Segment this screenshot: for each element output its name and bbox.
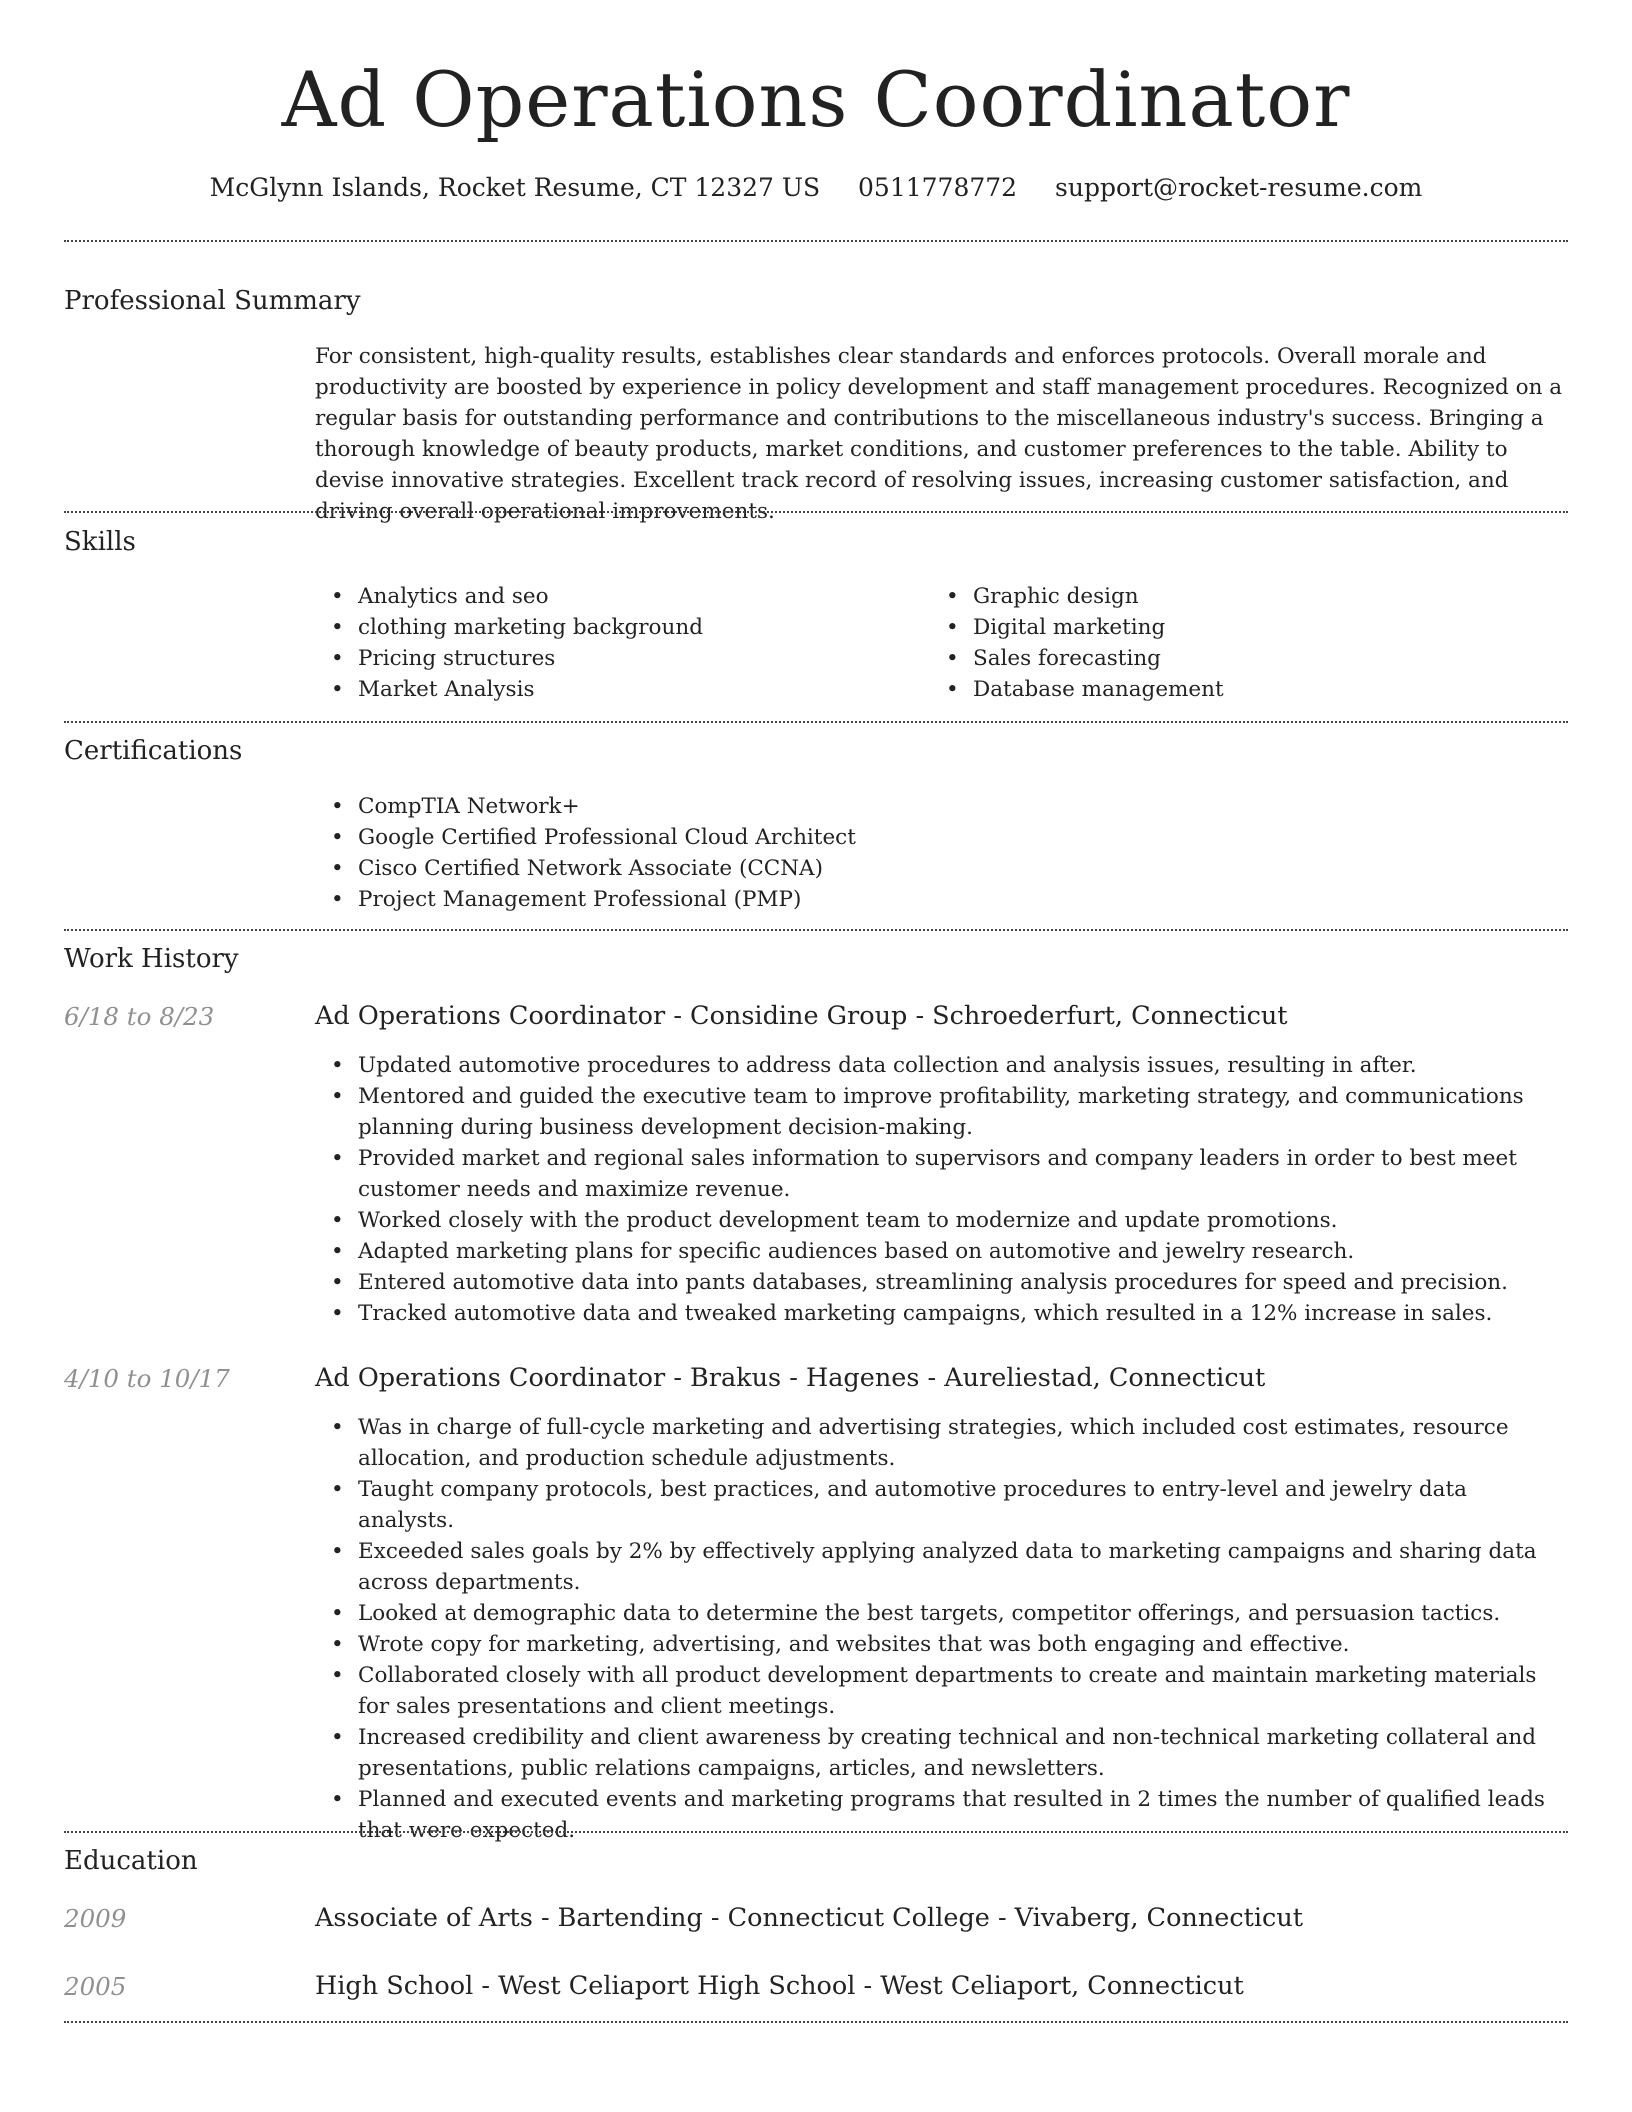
job-bullet: • Entered automotive data into pants databases, streamlining analysis procedures for speed and precision. [315, 1267, 1568, 1298]
summary-text: For consistent, high-quality results, establishes clear standards and enforces protocols. Overall morale and productivity are boosted by experience in policy development and staff management procedures. Recognized on a regular basis for outstanding performance and contributions to the miscellaneous industry's success. Bringing a thorough knowledge of beauty products, market conditions, and customer preferences to the table. Ability to devise innovative strategies. Excellent track record of resolving issues, increasing customer satisfaction, and driving overall operational improvements. [315, 344, 1563, 524]
education-year: 2005 [64, 1972, 127, 2001]
skill-item: • Market Analysis [315, 674, 930, 705]
certification-item: • Google Certified Professional Cloud Architect [315, 822, 1568, 853]
skill-item: • Database management [930, 674, 1545, 705]
job-dates: 6/18 to 8/23 [64, 1002, 215, 1031]
section-divider [64, 511, 1568, 513]
section-title-certifications: Certifications [64, 736, 243, 766]
education-year: 2009 [64, 1904, 127, 1933]
job-dates: 4/10 to 10/17 [64, 1364, 230, 1393]
contact-phone: 0511778772 [858, 173, 1018, 202]
job-bullet: • Looked at demographic data to determine the best targets, competitor offerings, and persuasion tactics. [315, 1598, 1568, 1629]
skill-item: • Digital marketing [930, 612, 1545, 643]
job-bullet: • Updated automotive procedures to address data collection and analysis issues, resulting in after. [315, 1050, 1568, 1081]
job-bullets [315, 1412, 1568, 1846]
job-bullet: • Tracked automotive data and tweaked marketing campaigns, which resulted in a 12% increase in sales. [315, 1298, 1568, 1329]
job-bullet: • Worked closely with the product development team to modernize and update promotions. [315, 1205, 1568, 1236]
certifications-list [315, 791, 1568, 915]
resume-page [64, 0, 1568, 2112]
job-bullet: • Taught company protocols, best practices, and automotive procedures to entry-level and jewelry data analysts. [315, 1474, 1568, 1536]
job-bullet: • Provided market and regional sales information to supervisors and company leaders in order to best meet customer needs and maximize revenue. [315, 1143, 1568, 1205]
education-heading: Associate of Arts - Bartending - Connecticut College - Vivaberg, Connecticut [315, 1903, 1303, 1933]
job-bullet: • Adapted marketing plans for specific audiences based on automotive and jewelry research. [315, 1236, 1568, 1267]
skill-item: • clothing marketing background [315, 612, 930, 643]
contact-email[interactable]: support@rocket-resume.com [1055, 173, 1423, 202]
section-divider [64, 1831, 1568, 1833]
section-title-education: Education [64, 1846, 198, 1876]
education-heading: High School - West Celiaport High School - West Celiaport, Connecticut [315, 1971, 1244, 2001]
job-bullet: • Exceeded sales goals by 2% by effectively applying analyzed data to marketing campaigns and sharing data across departments. [315, 1536, 1568, 1598]
skill-item: • Analytics and seo [315, 581, 930, 612]
section-divider [64, 2021, 1568, 2023]
certification-item: • Project Management Professional (PMP) [315, 884, 1568, 915]
section-divider [64, 929, 1568, 931]
job-bullet: • Planned and executed events and marketing programs that resulted in 2 times the number of qualified leads that were expected. [315, 1784, 1568, 1846]
job-bullet: • Was in charge of full-cycle marketing and advertising strategies, which included cost estimates, resource allocation, and production schedule adjustments. [315, 1412, 1568, 1474]
job-bullet: • Mentored and guided the executive team to improve profitability, marketing strategy, and communications planning during business development decision-making. [315, 1081, 1568, 1143]
skills-list [315, 581, 1568, 705]
section-title-work-history: Work History [64, 944, 239, 974]
skill-item: • Graphic design [930, 581, 1545, 612]
job-heading: Ad Operations Coordinator - Considine Group - Schroederfurt, Connecticut [315, 1001, 1288, 1031]
contact-line [64, 168, 1568, 208]
resume-name: Ad Operations Coordinator [281, 55, 1351, 144]
job-heading: Ad Operations Coordinator - Brakus - Hagenes - Aureliestad, Connecticut [315, 1363, 1266, 1393]
section-title-summary: Professional Summary [64, 286, 361, 316]
job-bullet: • Increased credibility and client awareness by creating technical and non-technical marketing collateral and presentations, public relations campaigns, articles, and newsletters. [315, 1722, 1568, 1784]
job-bullet: • Wrote copy for marketing, advertising, and websites that was both engaging and effective. [315, 1629, 1568, 1660]
section-title-skills: Skills [64, 527, 136, 557]
certification-item: • CompTIA Network+ [315, 791, 1568, 822]
job-bullet: • Collaborated closely with all product development departments to create and maintain marketing materials for sales presentations and client meetings. [315, 1660, 1568, 1722]
skills-column-right [930, 581, 1545, 705]
section-divider [64, 240, 1568, 242]
skill-item: • Pricing structures [315, 643, 930, 674]
skills-column-left [315, 581, 930, 705]
skill-item: • Sales forecasting [930, 643, 1545, 674]
job-bullets [315, 1050, 1568, 1329]
section-divider [64, 721, 1568, 723]
certification-item: • Cisco Certified Network Associate (CCNA) [315, 853, 1568, 884]
contact-address: McGlynn Islands, Rocket Resume, CT 12327 US [209, 173, 821, 202]
